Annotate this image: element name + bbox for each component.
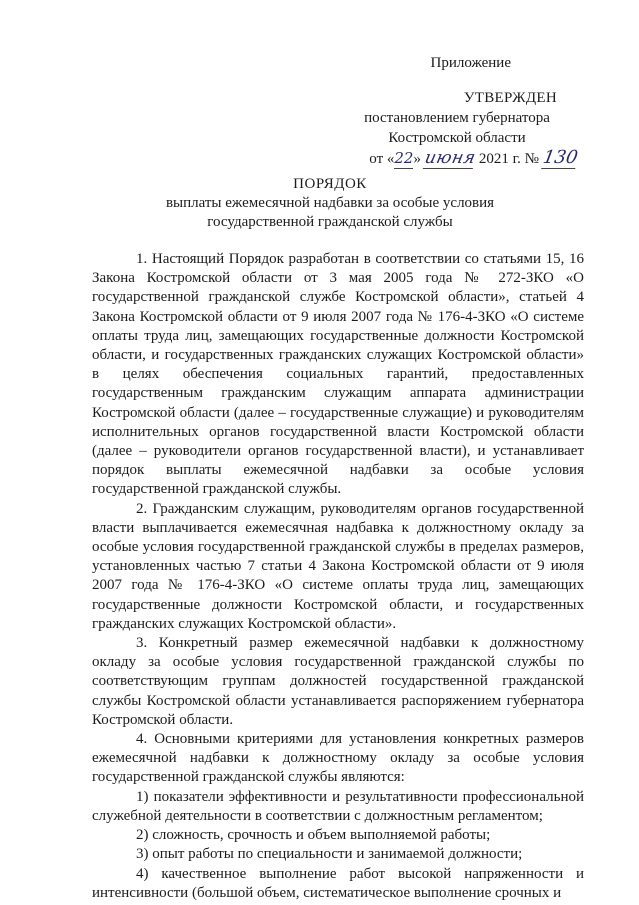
decree-line-1: постановлением губернатора — [364, 110, 550, 126]
decree-date-line — [337, 147, 580, 169]
criterion-3: 3) опыт работы по специальности и занимаемой должности; — [136, 846, 523, 863]
paragraph-3: 3. Конкретный размер ежемесячной надбавки к должностному окладу за особые условия государственной гражданской службы по соответствующим группам должностей государственной гражданской службы Костромской области устанавливается распоряжением губернатора Костромской области. — [92, 635, 584, 728]
date-mid: » — [413, 151, 421, 167]
decree-line-2: Костромской области — [388, 130, 526, 146]
date-prefix: от « — [369, 151, 395, 167]
criterion-2: 2) сложность, срочность и объем выполняемой работы; — [136, 827, 491, 844]
title-line-2: выплаты ежемесячной надбавки за особые условия — [165, 195, 495, 211]
approval-block — [337, 88, 580, 169]
title-line-3: государственной гражданской службы — [207, 214, 453, 230]
paragraph-4: 4. Основными критериями для установления конкретных размеров ежемесячной надбавки к должностному окладу за особые условия государственной гражданской службы являются: — [92, 731, 584, 786]
criterion-1: 1) показатели эффективности и результативности профессиональной служебной деятельности в соответствии с должностным регламентом; — [92, 788, 584, 824]
appendix-label: Приложение — [430, 55, 511, 71]
paragraph-2: 2. Гражданским служащим, руководителям органов государственной власти выплачивается ежемесячная надбавка к должностному окладу за особые условия государственной гражданской службы в пределах размеров, установленных частью 7 статьи 4 Закона Костромской области от 9 июля 2007 года № 176-4-ЗКО «О системе оплаты труда лиц, замещающих государственные должности Костромской области, и государственных гражданских служащих Костромской области». — [92, 500, 584, 632]
handwritten-number: 130 — [540, 147, 580, 168]
approved-heading: УТВЕРЖДЕН — [463, 90, 557, 106]
document-body — [92, 250, 584, 903]
handwritten-day: 22 — [394, 149, 414, 167]
criterion-4: 4) качественное выполнение работ высокой напряженности и интенсивности (большой объем, систематическое выполнение срочных и — [92, 865, 584, 901]
handwritten-month: июня — [422, 148, 478, 168]
paragraph-1: 1. Настоящий Порядок разработан в соответствии со статьями 15, 16 Закона Костромской области от 3 мая 2005 года № 272-ЗКО «О государственной гражданской службе Костромской области», статьей 4 Закона Костромской области от 9 июля 2007 года № 176-4-ЗКО «О системе оплаты труда лиц, замещающих государственные должности Костромской области, и государственных гражданских служащих Костромской области» в целях обеспечения социальных гарантий, предоставленных государственным гражданским служащим аппарата администрации Костромской области (далее – государственные служащие) и руководителям исполнительных органов государственной власти Костромской области (далее – руководители органов государственной власти), и устанавливает порядок выплаты ежемесячной надбавки за особые условия государственной гражданской службы. — [92, 251, 584, 498]
title-line-1: ПОРЯДОК — [293, 176, 367, 192]
date-year: 2021 г. № — [478, 151, 539, 167]
document-title — [120, 175, 540, 232]
